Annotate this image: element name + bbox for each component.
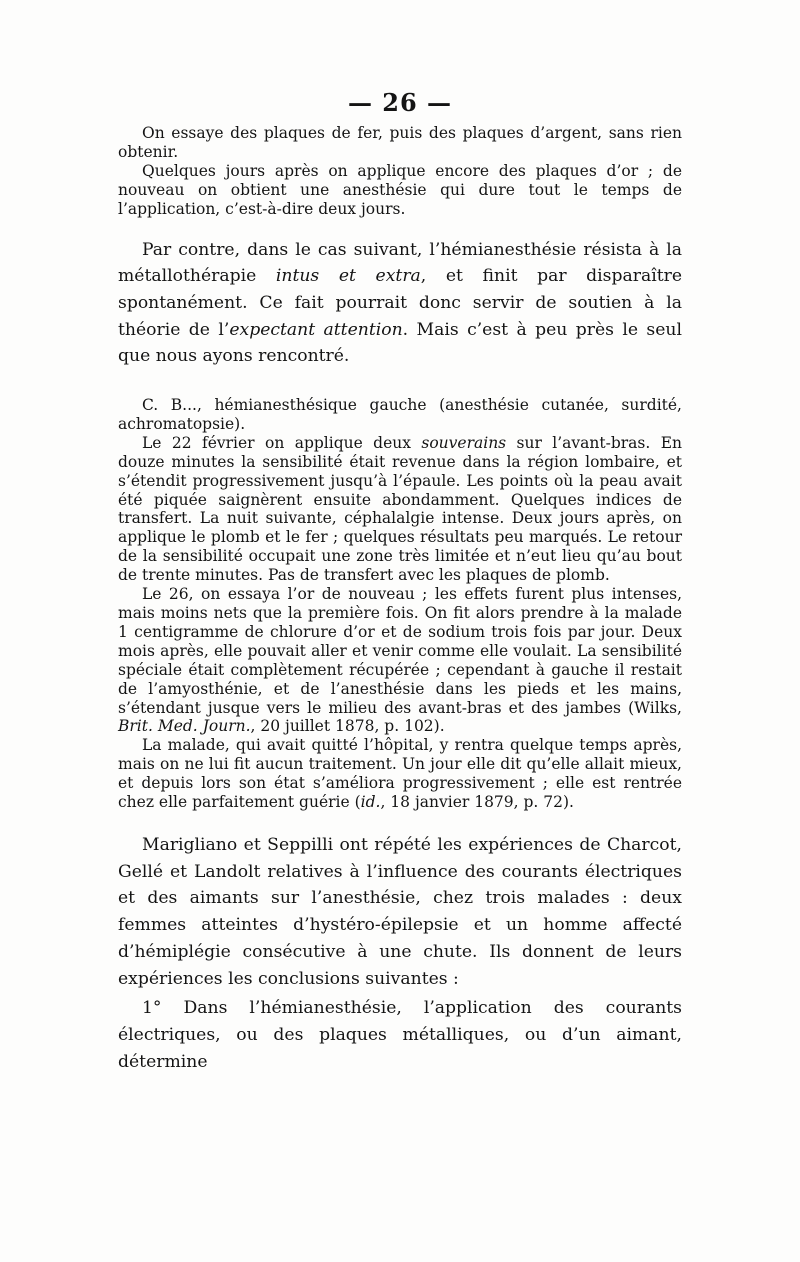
- page-number: — 26 —: [347, 88, 453, 117]
- text-run: Le 26, on essaya l’or de nouveau ; les effets furent plus intenses, mais moins nets que la première fois. On fit alors prendre à la malade 1 centigramme de chlorure d’or et de sodium trois fois par jour. Deux mois après, elle pouvait aller et venir comme elle voulait. La sensibilité spéciale était complètement récupérée ; cependant à gauche il restait de l’amyosthénie, et de l’anesthésie dans les pieds et les mains, s’étendant jusque vers le milieu des avant-bras et des jambes (Wilks,: [118, 585, 682, 717]
- text-run: sur l’avant-bras. En douze minutes la sensibilité était revenue dans la région lombaire, et s’étendit progressivement jusqu’à l’épaule. Les points où la peau avait été piquée saignèrent ensuite abondamment. Quelques indices de transfert. La nuit suivante, céphalalgie intense. Deux jours après, on applique le plomb et le fer ; quelques résultats peu marqués. Le retour de la sensibilité occupait une zone très limitée et n’eut lieu qu’au bout de trente minutes. Pas de transfert avec les plaques de plomb.: [118, 433, 682, 585]
- italic-text: Brit. Med. Journ.: [118, 717, 251, 736]
- italic-text: souverains: [421, 433, 507, 452]
- paragraph-3: [118, 237, 682, 371]
- text-run: C. B..., hémianesthésique gauche (anesthésie cutanée, surdité, achromatopsie).: [118, 396, 682, 433]
- paragraph-1: [118, 124, 682, 162]
- text-run: Quelques jours après on applique encore des plaques d’or ; de nouveau on obtient une anesthésie qui dure tout le temps de l’application, c’est-à-dire deux jours.: [118, 161, 682, 218]
- paragraph-case-22-feb: [118, 434, 682, 585]
- text-run: . Mais c’est à peu près le seul que nous ayons rencontré.: [118, 319, 682, 367]
- body-text: [118, 124, 682, 1075]
- text-run: 1° Dans l’hémianesthésie, l’application des courants électriques, ou des plaques métalliques, ou d’un aimant, détermine: [118, 998, 682, 1072]
- paragraph-marigliano: [118, 832, 682, 992]
- paragraph-case-outcome: [118, 736, 682, 812]
- text-run: On essaye des plaques de fer, puis des plaques d’argent, sans rien obtenir.: [118, 124, 682, 161]
- italic-text: intus et extra: [275, 266, 421, 287]
- text-run: , et finit par disparaître spontanément. Ce fait pourrait donc servir de soutien à la théorie de l’: [118, 266, 683, 340]
- text-run: Le 22 février on applique deux: [142, 433, 422, 452]
- text-run: , 20 juillet 1878, p. 102).: [250, 717, 445, 736]
- paragraph-case-26: [118, 585, 682, 736]
- paragraph-2: [118, 162, 682, 219]
- case-header: [118, 396, 682, 434]
- text-run: Marigliano et Seppilli ont répété les expériences de Charcot, Gellé et Landolt relatives à l’influence des courants électriques et des aimants sur l’anesthésie, chez trois malades : deux femmes atteintes d’hystéro-épilepsie et un homme affecté d’hémiplégie consécutive à une chute. Ils donnent de leurs expériences les conclusions suivantes :: [118, 834, 682, 989]
- paragraph-conclusion-1: [118, 995, 682, 1075]
- text-run: La malade, qui avait quitté l’hôpital, y rentra quelque temps après, mais on ne lui fit aucun traitement. Un jour elle dit qu’elle allait mieux, et depuis lors son état s’améliora progressivement ; elle est rentrée chez elle parfaitement guérie (: [118, 736, 682, 812]
- text-run: , 18 janvier 1879, p. 72).: [380, 793, 574, 812]
- italic-text: expectant attention: [229, 319, 403, 340]
- text-run: Par contre, dans le cas suivant, l’hémianesthésie résista à la métallothérapie: [118, 239, 682, 287]
- italic-text: id.: [360, 793, 381, 812]
